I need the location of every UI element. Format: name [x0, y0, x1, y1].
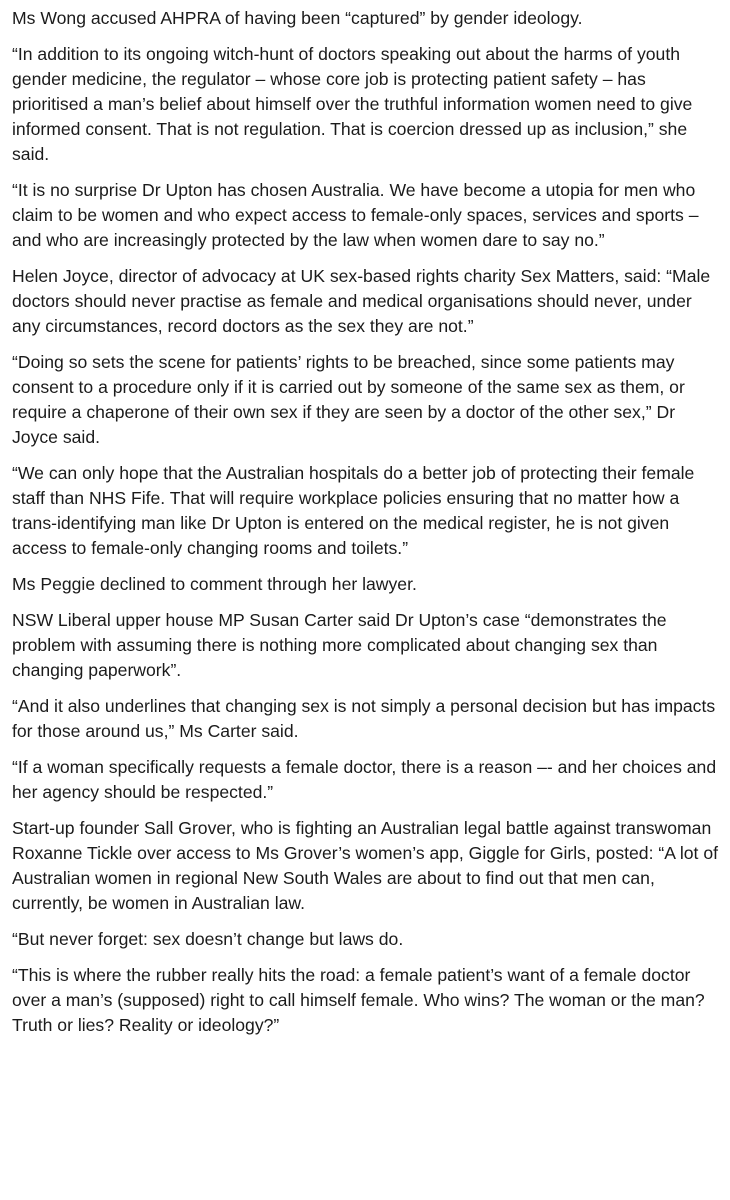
paragraph-3: “It is no surprise Dr Upton has chosen Australia. We have become a utopia for men who claim to be women and who expect access to female-only spaces, services and sports – and who are increasingly protected by the law when women dare to say no.” — [12, 180, 699, 250]
article-body — [12, 6, 724, 1049]
paragraph-13: “This is where the rubber really hits the road: a female patient’s want of a female doctor over a man’s (supposed) right to call himself female. Who wins? The woman or the man? Truth or lies? Reality or ideology?” — [12, 965, 705, 1035]
paragraph-9: “And it also underlines that changing sex is not simply a personal decision but has impacts for those around us,” Ms Carter said. — [12, 696, 716, 741]
paragraph-4: Helen Joyce, director of advocacy at UK sex-based rights charity Sex Matters, said: “Male doctors should never practise as female and medical organisations should never, under any circumstances, record doctors as the sex they are not.” — [12, 266, 711, 336]
bottom-fade-overlay — [0, 1128, 730, 1200]
paragraph-1: Ms Wong accused AHPRA of having been “captured” by gender ideology. — [12, 8, 583, 28]
paragraph-2: “In addition to its ongoing witch-hunt of doctors speaking out about the harms of youth gender medicine, the regulator – whose core job is protecting patient safety – has prioritised a man’s belief about himself over the truthful information women need to give informed consent. That is not regulation. That is coercion dressed up as inclusion,” she said. — [12, 44, 693, 164]
paragraph-11: Start-up founder Sall Grover, who is fighting an Australian legal battle against transwoman Roxanne Tickle over access to Ms Grover’s women’s app, Giggle for Girls, posted: “A lot of Australian women in regional New South Wales are about to find out that men can, currently, be women in Australian law. — [12, 818, 719, 913]
paragraph-12: “But never forget: sex doesn’t change but laws do. — [12, 929, 404, 949]
paragraph-8: NSW Liberal upper house MP Susan Carter said Dr Upton’s case “demonstrates the problem with assuming there is nothing more complicated about changing sex than changing paperwork”. — [12, 610, 667, 680]
paragraph-10: “If a woman specifically requests a female doctor, there is a reason –- and her choices and her agency should be respected.” — [12, 757, 717, 802]
paragraph-6: “We can only hope that the Australian hospitals do a better job of protecting their female staff than NHS Fife. That will require workplace policies ensuring that no matter how a trans-identifying man like Dr Upton is entered on the medical register, he is not given access to female-only changing rooms and toilets.” — [12, 463, 695, 558]
paragraph-5: “Doing so sets the scene for patients’ rights to be breached, since some patients may consent to a procedure only if it is carried out by someone of the same sex as them, or require a chaperone of their own sex if they are seen by a doctor of the other sex,” Dr Joyce said. — [12, 352, 685, 447]
paragraph-7: Ms Peggie declined to comment through her lawyer. — [12, 574, 417, 594]
